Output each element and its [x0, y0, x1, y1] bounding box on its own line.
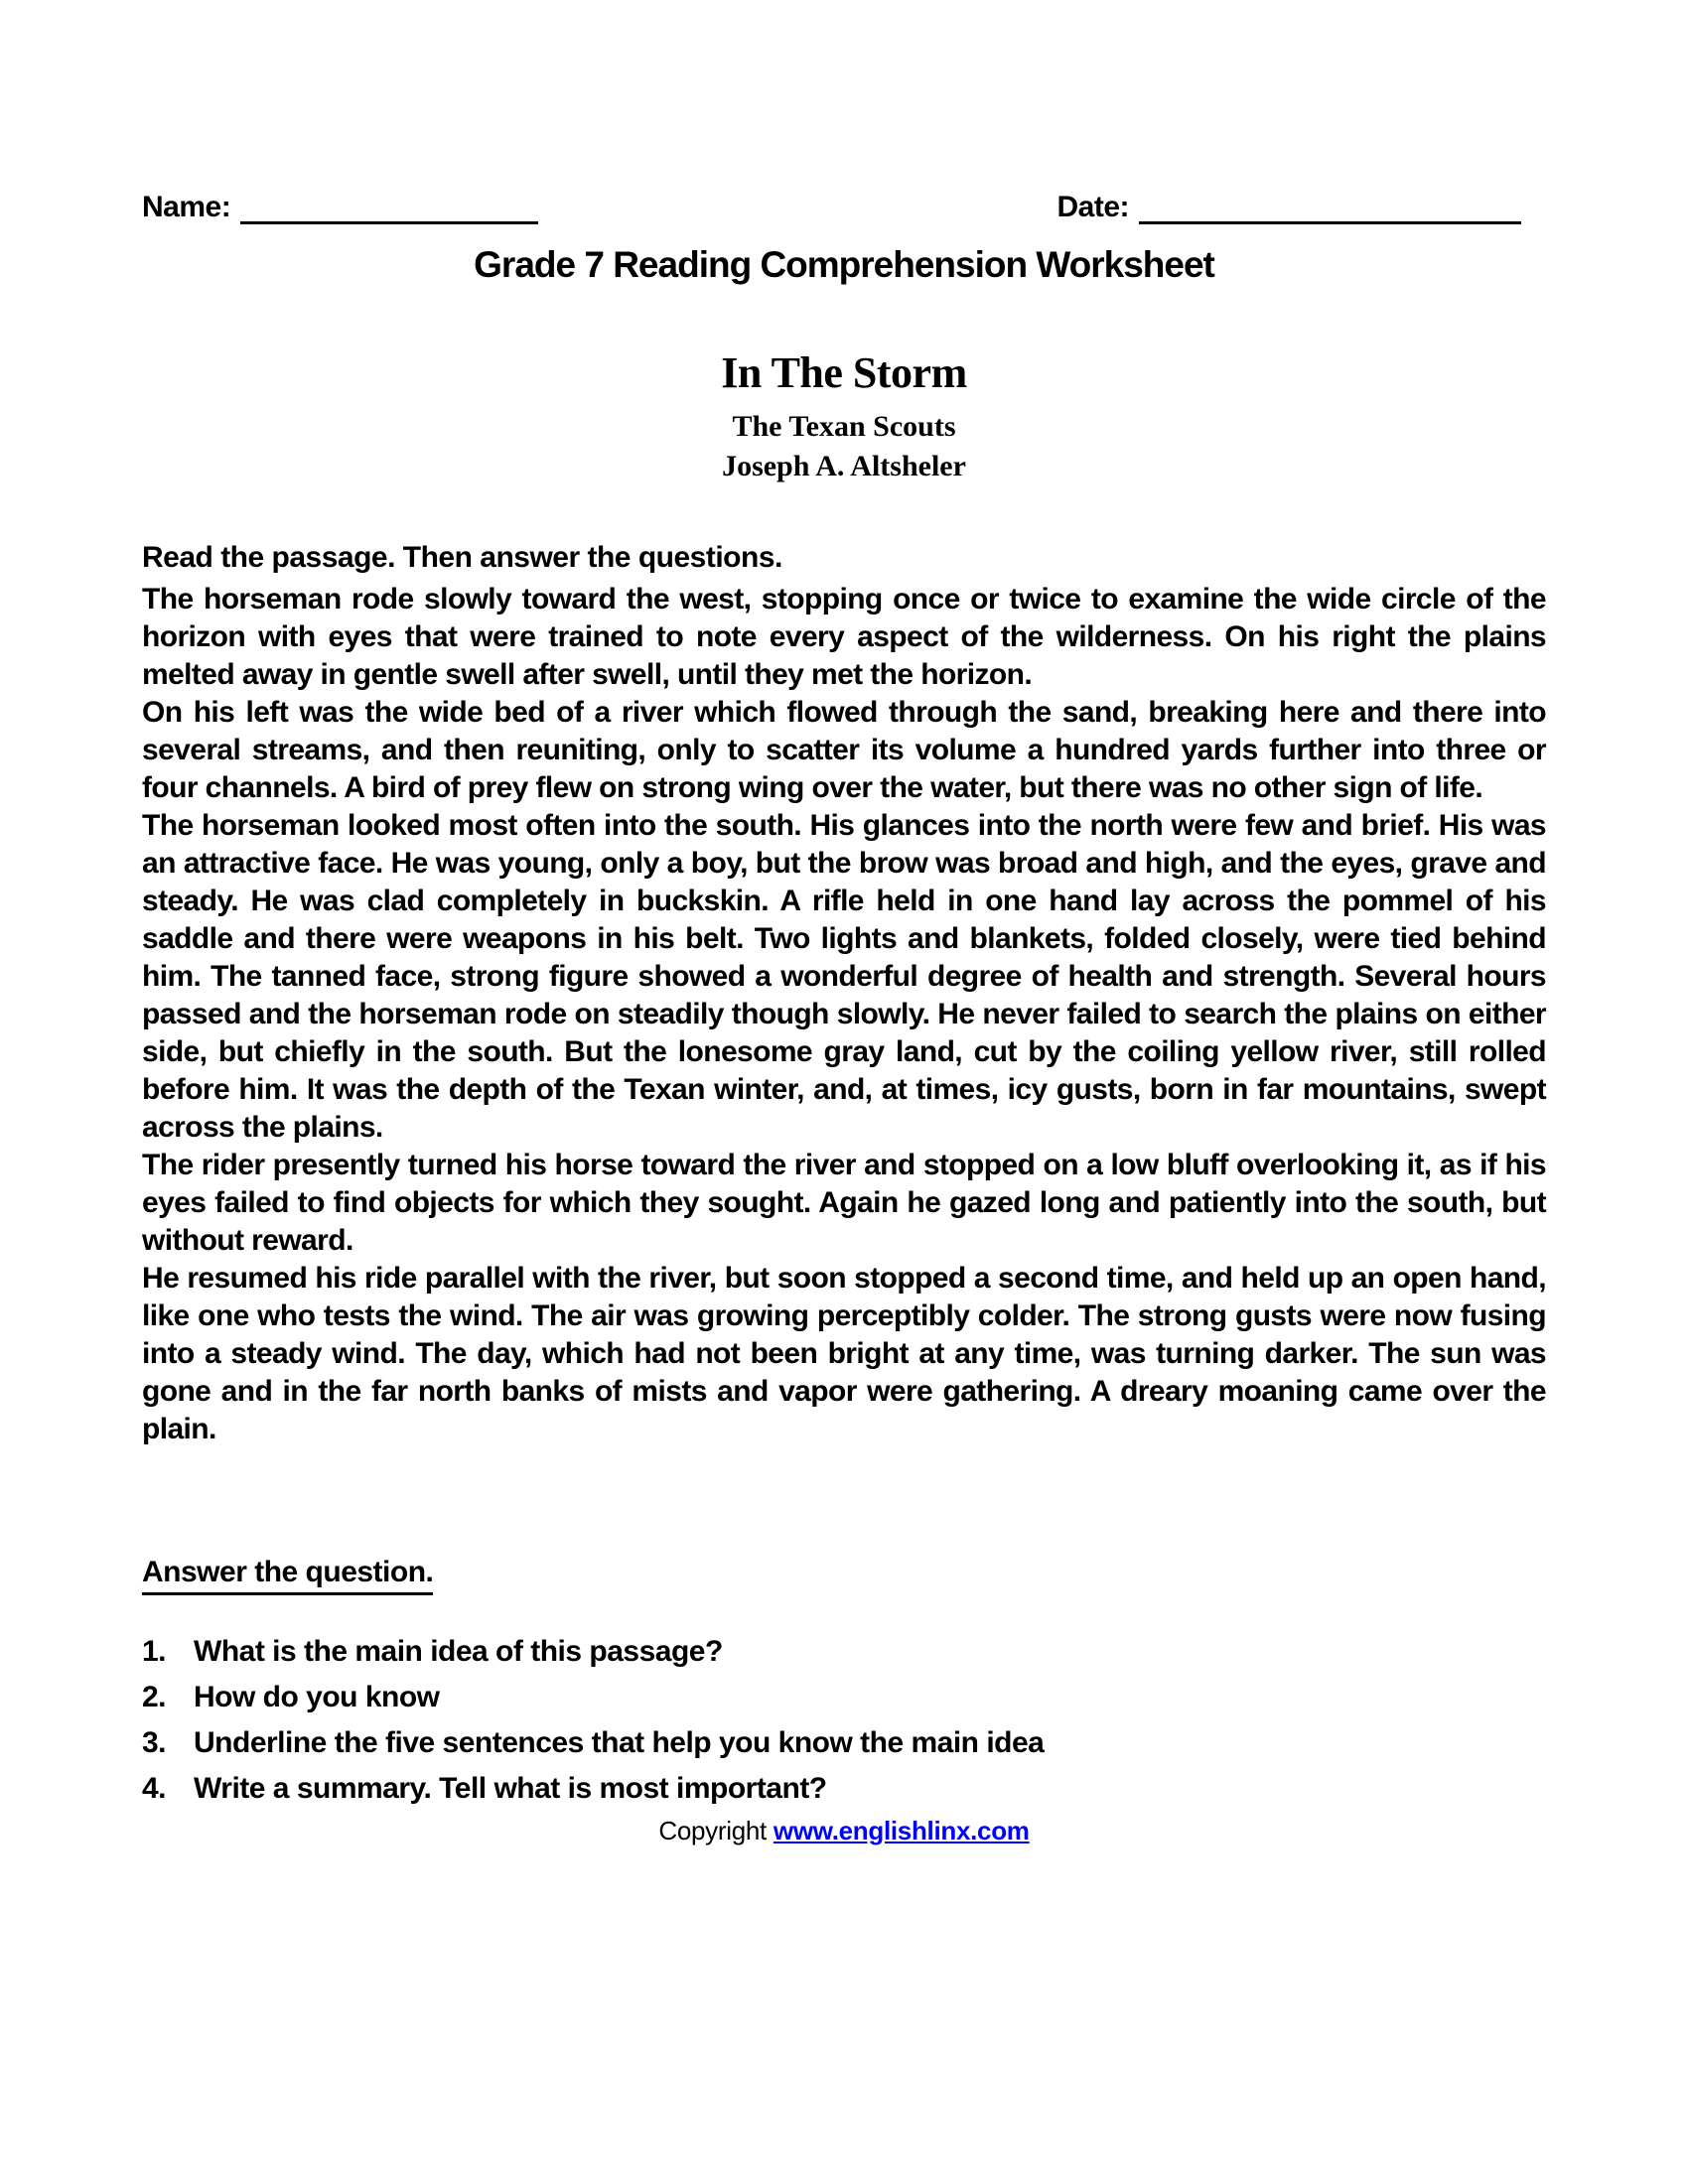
worksheet-title: Grade 7 Reading Comprehension Worksheet	[474, 244, 1214, 285]
copyright-text: Copyright	[658, 1816, 774, 1845]
question-number: 4.	[142, 1772, 167, 1805]
question-text: Write a summary. Tell what is most important?	[194, 1772, 827, 1805]
answer-heading: Answer the question.	[142, 1556, 433, 1595]
question-text: Underline the five sentences that help you know the main idea	[194, 1726, 1045, 1759]
question-number: 3.	[142, 1726, 167, 1759]
worksheet-content	[142, 191, 1546, 1846]
question-number: 1.	[142, 1635, 167, 1668]
question-item	[142, 1633, 1546, 1670]
passage-paragraph: He resumed his ride parallel with the river, but soon stopped a second time, and held up an open hand, like one who tests the wind. The air was growing perceptibly colder. The strong gusts were now fusing into a steady wind. The day, which had not been bright at any time, was turning darker. The sun was gone and in the far north banks of mists and vapor were gathering. A dreary moaning came over the plain.	[142, 1262, 1546, 1445]
passage-paragraph: The horseman rode slowly toward the west, stopping once or twice to examine the wide circle of the horizon with eyes that were trained to note every aspect of the wilderness. On his right the plains melted away in gentle swell after swell, until they met the horizon.	[142, 583, 1546, 691]
question-item	[142, 1724, 1546, 1761]
question-number: 2.	[142, 1681, 167, 1713]
question-list	[142, 1633, 1546, 1807]
story-heading-block	[142, 347, 1546, 483]
question-item	[142, 1679, 1546, 1715]
question-text: How do you know	[194, 1681, 440, 1713]
story-subtitle: The Texan Scouts	[732, 410, 956, 443]
date-blank-line	[1139, 195, 1521, 224]
passage-section	[142, 541, 1546, 1448]
passage-paragraph: The horseman looked most often into the south. His glances into the north were few and brief. His was an attractive face. He was young, only a boy, but the brow was broad and high, and the eyes, grave and steady. He was clad completely in buckskin. A rifle held in one hand lay across the pommel of his saddle and there were weapons in his belt. Two lights and blankets, folded closely, were tied behind him. The tanned face, strong figure showed a wonderful degree of health and strength. Several hours passed and the horseman rode on steadily though slowly. He never failed to search the plains on either side, but chiefly in the south. But the lonesome gray land, cut by the coiling yellow river, still rolled before him. It was the depth of the Texan winter, and, at times, icy gusts, born in far mountains, swept across the plains.	[142, 809, 1546, 1144]
answer-section	[142, 1556, 1546, 1807]
question-item	[142, 1770, 1546, 1807]
name-blank-line	[240, 195, 538, 224]
date-label: Date:	[1056, 191, 1129, 223]
question-text: What is the main idea of this passage?	[194, 1635, 723, 1668]
name-label: Name:	[142, 191, 231, 223]
copyright-line	[142, 1816, 1546, 1846]
name-date-row	[142, 191, 1546, 224]
story-author: Joseph A. Altsheler	[722, 450, 966, 482]
story-title: In The Storm	[721, 348, 967, 397]
name-field-group	[142, 191, 538, 224]
passage-paragraphs	[142, 581, 1546, 1448]
englishlinx-link[interactable]: www.englishlinx.com	[773, 1816, 1030, 1845]
passage-paragraph: On his left was the wide bed of a river which flowed through the sand, breaking here and there into several streams, and then reuniting, only to scatter its volume a hundred yards further into three or four channels. A bird of prey flew on strong wing over the water, but there was no other sign of life.	[142, 696, 1546, 804]
passage-instruction: Read the passage. Then answer the questions.	[142, 541, 782, 574]
passage-paragraph: The rider presently turned his horse toward the river and stopped on a low bluff overlooking it, as if his eyes failed to find objects for which they sought. Again he gazed long and patiently into the south, but without reward.	[142, 1149, 1546, 1257]
date-field-group	[1056, 191, 1546, 224]
